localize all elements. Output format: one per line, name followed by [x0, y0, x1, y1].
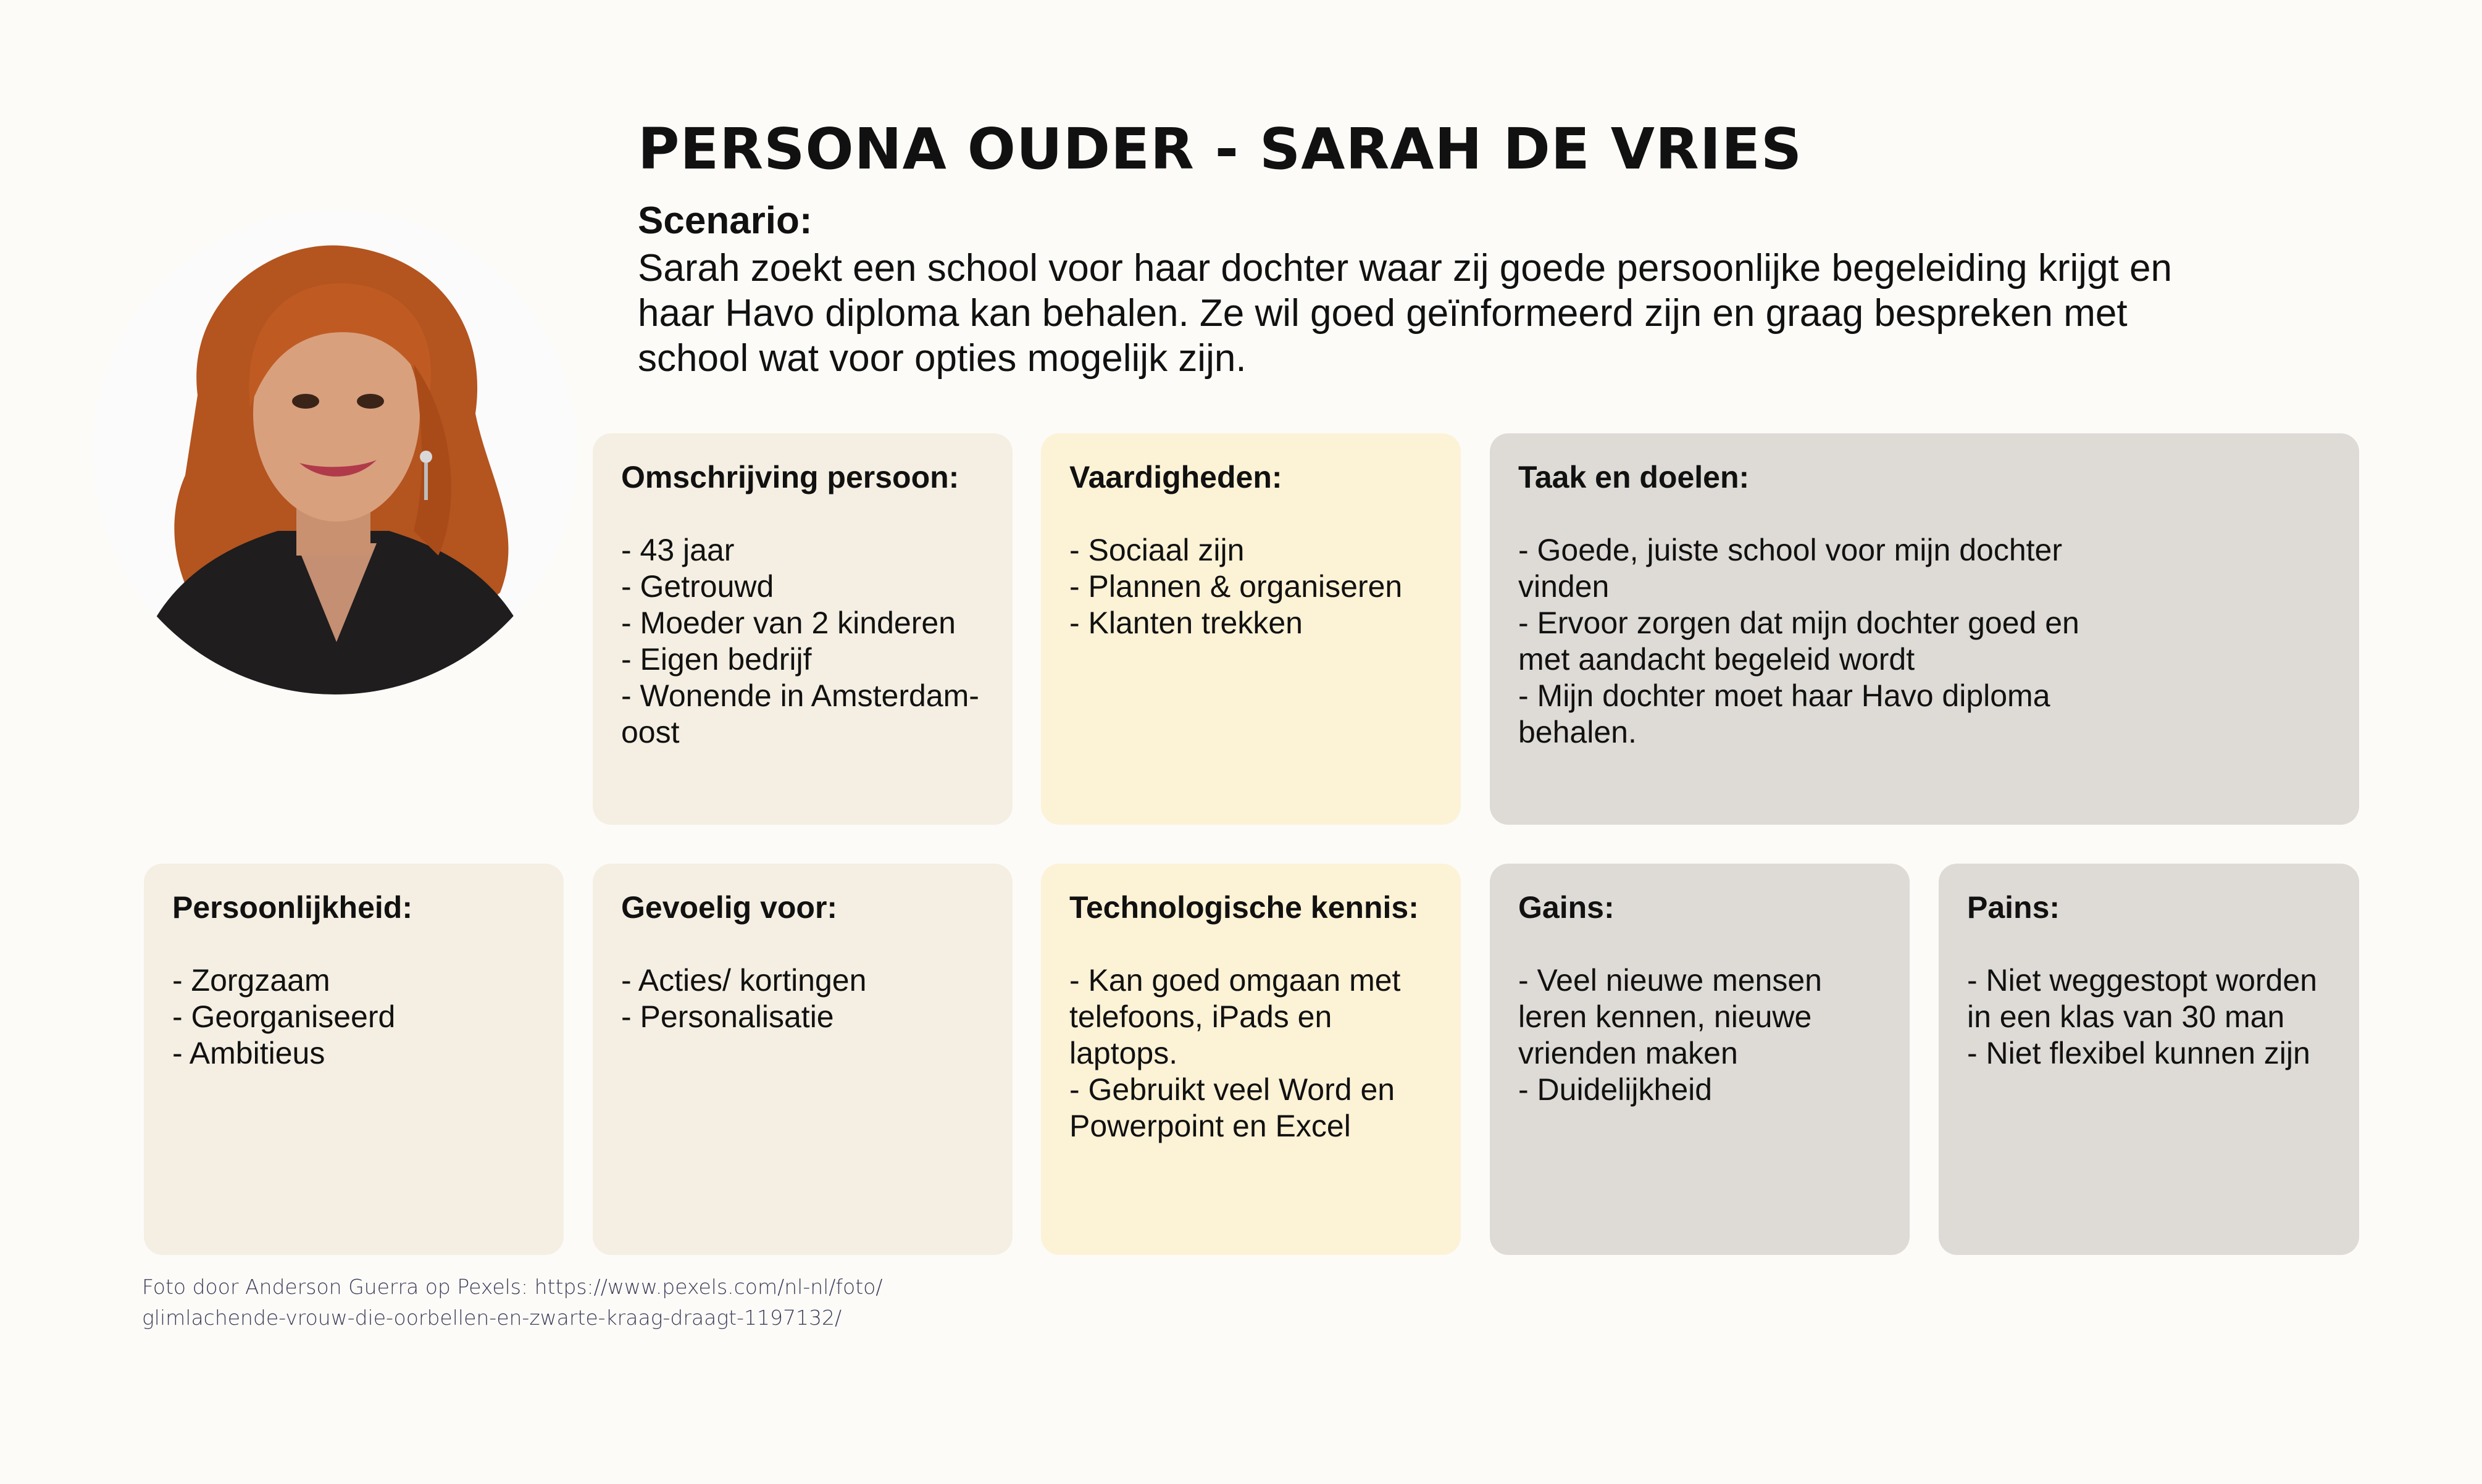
- list-item: - Acties/ kortingen: [621, 963, 867, 998]
- card-title: Vaardigheden:: [1069, 460, 1282, 494]
- list-item: - Georganiseerd: [172, 999, 396, 1034]
- card-vaardigheden: [1041, 433, 1461, 825]
- list-item: - Duidelijkheid: [1518, 1072, 1713, 1107]
- card-title: Taak en doelen:: [1518, 460, 1750, 494]
- list-item: - Mijn dochter moet haar Havo diploma behalen.: [1518, 678, 2050, 749]
- card-title: Pains:: [1967, 890, 2060, 925]
- card-omschrijving-persoon: [593, 433, 1013, 825]
- card-pains: [1939, 864, 2359, 1255]
- list-item: - Niet weggestopt worden in een klas van 30 man: [1967, 963, 2317, 1034]
- photo-credit-line: Foto door Anderson Guerra op Pexels: https://www.pexels.com/nl-nl/foto/: [142, 1275, 883, 1299]
- list-item: - Zorgzaam: [172, 963, 330, 998]
- scenario-text: Sarah zoekt een school voor haar dochter waar zij goede persoonlijke begeleiding krijgt en haar Havo diploma kan behalen. Ze wil goed geïnformeerd zijn en graag bespreken met school wat voor opties mogelijk zijn.: [638, 247, 2172, 380]
- list-item: - Veel nieuwe mensen leren kennen, nieuwe vrienden maken: [1518, 963, 1822, 1070]
- persona-portrait-photo: [93, 210, 577, 694]
- card-gains: [1490, 864, 1910, 1255]
- list-item: - Plannen & organiseren: [1069, 569, 1403, 604]
- list-item: - Klanten trekken: [1069, 606, 1303, 640]
- photo-credit-line: glimlachende-vrouw-die-oorbellen-en-zwarte-kraag-draagt-1197132/: [142, 1306, 842, 1330]
- card-title: Gains:: [1518, 890, 1615, 925]
- card-taak-en-doelen: [1490, 433, 2359, 825]
- card-list: [1518, 962, 1881, 1108]
- list-item: - Ervoor zorgen dat mijn dochter goed en met aandacht begeleid wordt: [1518, 606, 2079, 677]
- list-item: - 43 jaar: [621, 533, 735, 567]
- photo-credit: [142, 1272, 1068, 1333]
- list-item: - Niet flexibel kunnen zijn: [1967, 1036, 2310, 1070]
- card-list: [1518, 532, 2131, 751]
- card-list: [1069, 962, 1432, 1144]
- card-list: [1967, 962, 2331, 1072]
- card-list: [172, 962, 535, 1072]
- card-list: [621, 532, 984, 751]
- card-gevoelig-voor: [593, 864, 1013, 1255]
- list-item: - Moeder van 2 kinderen: [621, 606, 956, 640]
- list-item: - Wonende in Amsterdam-oost: [621, 678, 979, 749]
- page-title: PERSONA OUDER - SARAH DE VRIES: [638, 116, 1803, 182]
- list-item: - Sociaal zijn: [1069, 533, 1245, 567]
- list-item: - Ambitieus: [172, 1036, 325, 1070]
- card-technologische-kennis: [1041, 864, 1461, 1255]
- list-item: - Eigen bedrijf: [621, 642, 812, 677]
- list-item: - Kan goed omgaan met telefoons, iPads en laptops.: [1069, 963, 1401, 1070]
- card-title: Omschrijving persoon:: [621, 460, 959, 494]
- scenario-heading: Scenario:: [638, 199, 813, 242]
- persona-portrait-icon: [93, 210, 577, 694]
- scenario-section: [638, 196, 2218, 381]
- card-list: [621, 962, 984, 1035]
- list-item: - Personalisatie: [621, 999, 834, 1034]
- list-item: - Gebruikt veel Word en Powerpoint en Excel: [1069, 1072, 1395, 1143]
- card-title: Technologische kennis:: [1069, 890, 1419, 925]
- list-item: - Goede, juiste school voor mijn dochter vinden: [1518, 533, 2062, 604]
- card-list: [1069, 532, 1432, 641]
- card-title: Gevoelig voor:: [621, 890, 838, 925]
- list-item: - Getrouwd: [621, 569, 774, 604]
- card-title: Persoonlijkheid:: [172, 890, 412, 925]
- card-persoonlijkheid: [144, 864, 564, 1255]
